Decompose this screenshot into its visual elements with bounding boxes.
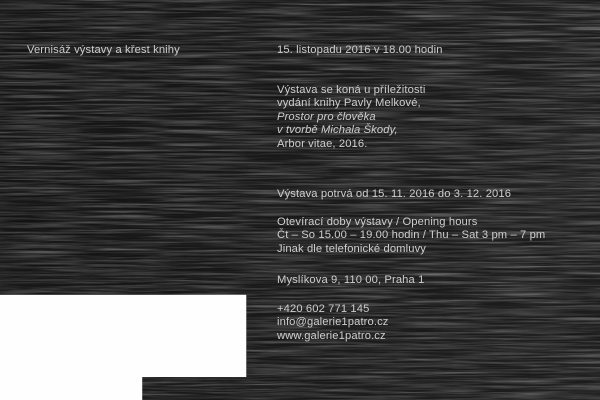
occasion-line: vydání knihy Pavly Melkové, bbox=[277, 97, 421, 110]
contact-phone: +420 602 771 145 bbox=[277, 303, 370, 315]
book-title-line: Prostor pro člověka bbox=[277, 110, 376, 123]
occasion-block bbox=[277, 84, 426, 151]
book-title-line: v tvorbě Michala Škody, bbox=[277, 124, 398, 137]
opening-hours-block bbox=[277, 216, 545, 256]
opening-hours-heading: Otevírací doby výstavy / Opening hours bbox=[277, 216, 478, 228]
publisher-line: Arbor vitae, 2016. bbox=[277, 137, 368, 150]
exhibition-duration: Výstava potrvá od 15. 11. 2016 do 3. 12. 2016 bbox=[277, 188, 512, 200]
opening-hours-note: Jinak dle telefonické domluvy bbox=[277, 242, 426, 255]
event-datetime: 15. listopadu 2016 v 18.00 hodin bbox=[277, 44, 443, 56]
white-cutout-small bbox=[0, 377, 142, 400]
contact-website: www.galerie1patro.cz bbox=[277, 329, 386, 342]
gallery-address: Myslíkova 9, 110 00, Praha 1 bbox=[277, 274, 425, 286]
contact-email: info@galerie1patro.cz bbox=[277, 316, 389, 329]
occasion-line: Výstava se koná u příležitosti bbox=[277, 84, 426, 96]
event-title: Vernisáž výstavy a křest knihy bbox=[27, 44, 180, 56]
white-cutout-large bbox=[0, 295, 246, 377]
opening-hours-times: Čt – So 15.00 – 19.00 hodin / Thu – Sat 3 pm – 7 pm bbox=[277, 229, 546, 242]
contact-block bbox=[277, 303, 389, 343]
